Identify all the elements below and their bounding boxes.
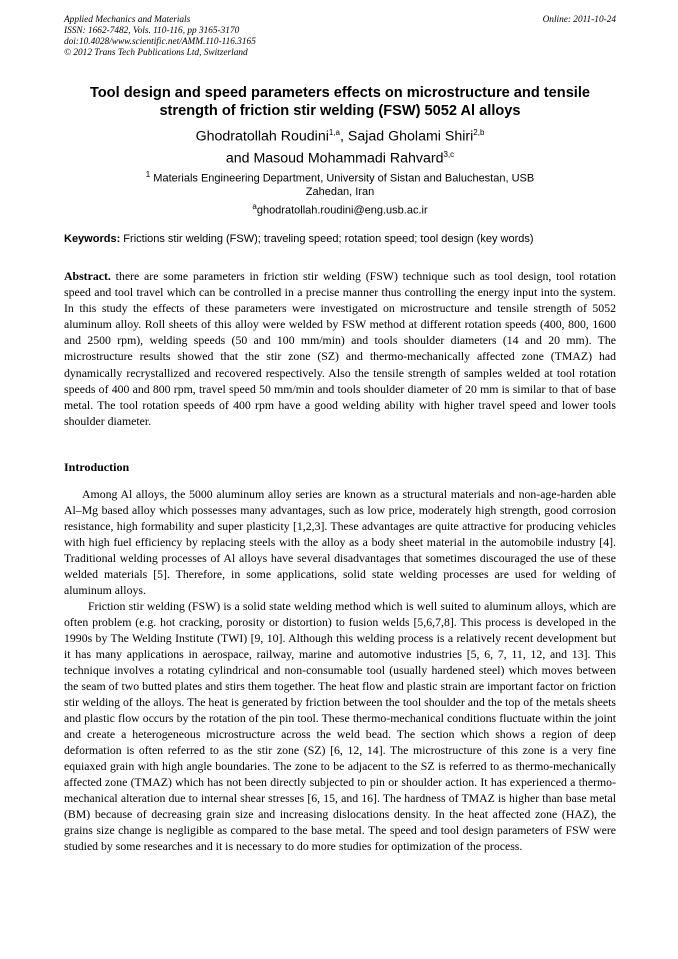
author-email: ghodratollah.roudini@eng.usb.ac.ir: [256, 204, 428, 217]
journal-header: [64, 15, 616, 59]
author-affil-marker: 1,a: [328, 128, 340, 137]
paper-title: Tool design and speed parameters effects on microstructure and tensile strength of friction stir welding (FSW) 5052 Al alloys: [89, 85, 591, 119]
author-list: [64, 124, 616, 167]
email-marker: a: [252, 201, 257, 211]
abstract-label: Abstract.: [64, 269, 111, 283]
author-name: Sajad Gholami Shiri: [347, 128, 474, 145]
section-heading-introduction: Introduction: [64, 460, 130, 474]
author-affil-marker: 2,b: [473, 128, 485, 137]
online-date: Online: 2011-10-24: [542, 15, 616, 25]
copyright-line: © 2012 Trans Tech Publications Ltd, Switzerland: [64, 48, 248, 58]
doi-line: doi:10.4028/www.scientific.net/AMM.110-116.3165: [64, 37, 256, 47]
intro-paragraph-1: Among Al alloys, the 5000 aluminum alloy series are known as a structural materials and non-age-harden able Al–Mg based alloy which possesses many advantages, such as low price, moderately high strength, good corrosion resistance, high formability and super plasticity [1,2,3]. These advantages are quite attractive for producing vehicles with high fuel efficiency by replacing steels with the alloy as a body sheet material in the automobile industry [4]. Traditional welding processes of Al alloys have several disadvantages that sometimes discouraged the use of these welded materials [5]. Therefore, in some applications, solid state welding processes are used for welding of aluminum alloys.: [64, 487, 616, 597]
author-affil-marker: 3,c: [443, 149, 455, 159]
affiliation-text: Materials Engineering Department, University of Sistan and Baluchestan, USB: [150, 172, 535, 185]
intro-paragraph-2: Friction stir welding (FSW) is a solid state welding method which is well suited to aluminum alloys, which are often problem (e.g. hot cracking, porosity or distortion) to fusion welds [5,6,7,8]. This process is developed in the 1990s by The Welding Institute (TWI) [9, 10]. Although this welding process is a relatively recent development but it has many applications in aerospace, railway, marine and automotive industries [5, 6, 7, 11, 12, and 13]. This technique involves a rotating cylindrical and non-consumable tool (usually hardened steel) which moves between the seam of two butted plates and stirs them together. The heat flow and plastic strain are important factor on friction stir welding of the alloys. The heat is generated by friction between the tool shoulder and the top of the metals sheets and plastic flow occurs by the rotation of the pin tool. These thermo-mechanical conditions fluctuate within the joint and create a heterogeneous microstructure across the weld bead. The section which shows a region of deep deformation is often referred to as the stir zone (SZ) [6, 12, 14]. The microstructure of this zone is a very fine equiaxed grain with high angle boundaries. The zone to be adjacent to the SZ is referred to as thermo-mechanically affected zone (TMAZ) which has not been directly subjected to pin or shoulder action. It has experienced a thermo-mechanical alteration due to internal shear stresses [6, 15, and 16]. The hardness of TMAZ is higher than base metal (BM) because of decreasing grain size and increasing dislocations density. In the heat affected zone (HAZ), the grains size change is negligible as compared to the base metal. The speed and tool design parameters of FSW were studied by some researches and it is necessary to do more studies for optimization of the process.: [64, 599, 616, 853]
keywords-label: Keywords:: [64, 233, 121, 245]
author-line-1: [64, 124, 616, 146]
author-name: Masoud Mohammadi Rahvard: [253, 150, 444, 167]
author-conjunction: and: [225, 150, 254, 167]
keywords-block: [64, 232, 616, 246]
author-name: Ghodratollah Roudini: [195, 128, 329, 145]
affiliation-line-2: Zahedan, Iran: [305, 186, 375, 199]
affiliation-marker: 1: [145, 170, 151, 179]
author-separator: ,: [340, 128, 348, 145]
affiliation-block: [64, 168, 616, 218]
affiliation-line-1: [64, 168, 616, 186]
issn-line: ISSN: 1662-7482, Vols. 110-116, pp 3165-3170: [64, 26, 240, 36]
journal-name: Applied Mechanics and Materials: [64, 15, 191, 25]
keywords-text: Frictions stir welding (FSW); traveling speed; rotation speed; tool design (key words): [120, 233, 534, 245]
author-line-2: [64, 146, 616, 168]
introduction-body: [64, 486, 616, 854]
abstract-block: [64, 268, 616, 429]
abstract-text: there are some parameters in friction stir welding (FSW) technique such as tool design, tool rotation speed and tool travel which can be controlled in a precise manner thus controlling the energy input into the system. In this study the effects of these parameters were investigated on microstructure and tensile strength of 5052 aluminum alloy. Roll sheets of this alloy were welded by FSW method at different rotation speeds (400, 800, 1600 and 2500 rpm), welding speeds (50 and 100 mm/min) and tools shoulder diameters (14 and 20 mm). The microstructure results showed that the stir zone (SZ) and thermo-mechanically affected zone (TMAZ) had dynamically recrystallized and recovered respectively. Also the tensile strength of samples welded at tool rotation speeds of 400 and 800 rpm, travel speed 50 mm/min and tools shoulder diameter of 20 mm is similar to that of base metal. The tool rotation speeds of 400 rpm have a good welding ability with higher travel speed and lower tools shoulder diameter.: [64, 269, 616, 428]
email-line: [64, 200, 616, 218]
